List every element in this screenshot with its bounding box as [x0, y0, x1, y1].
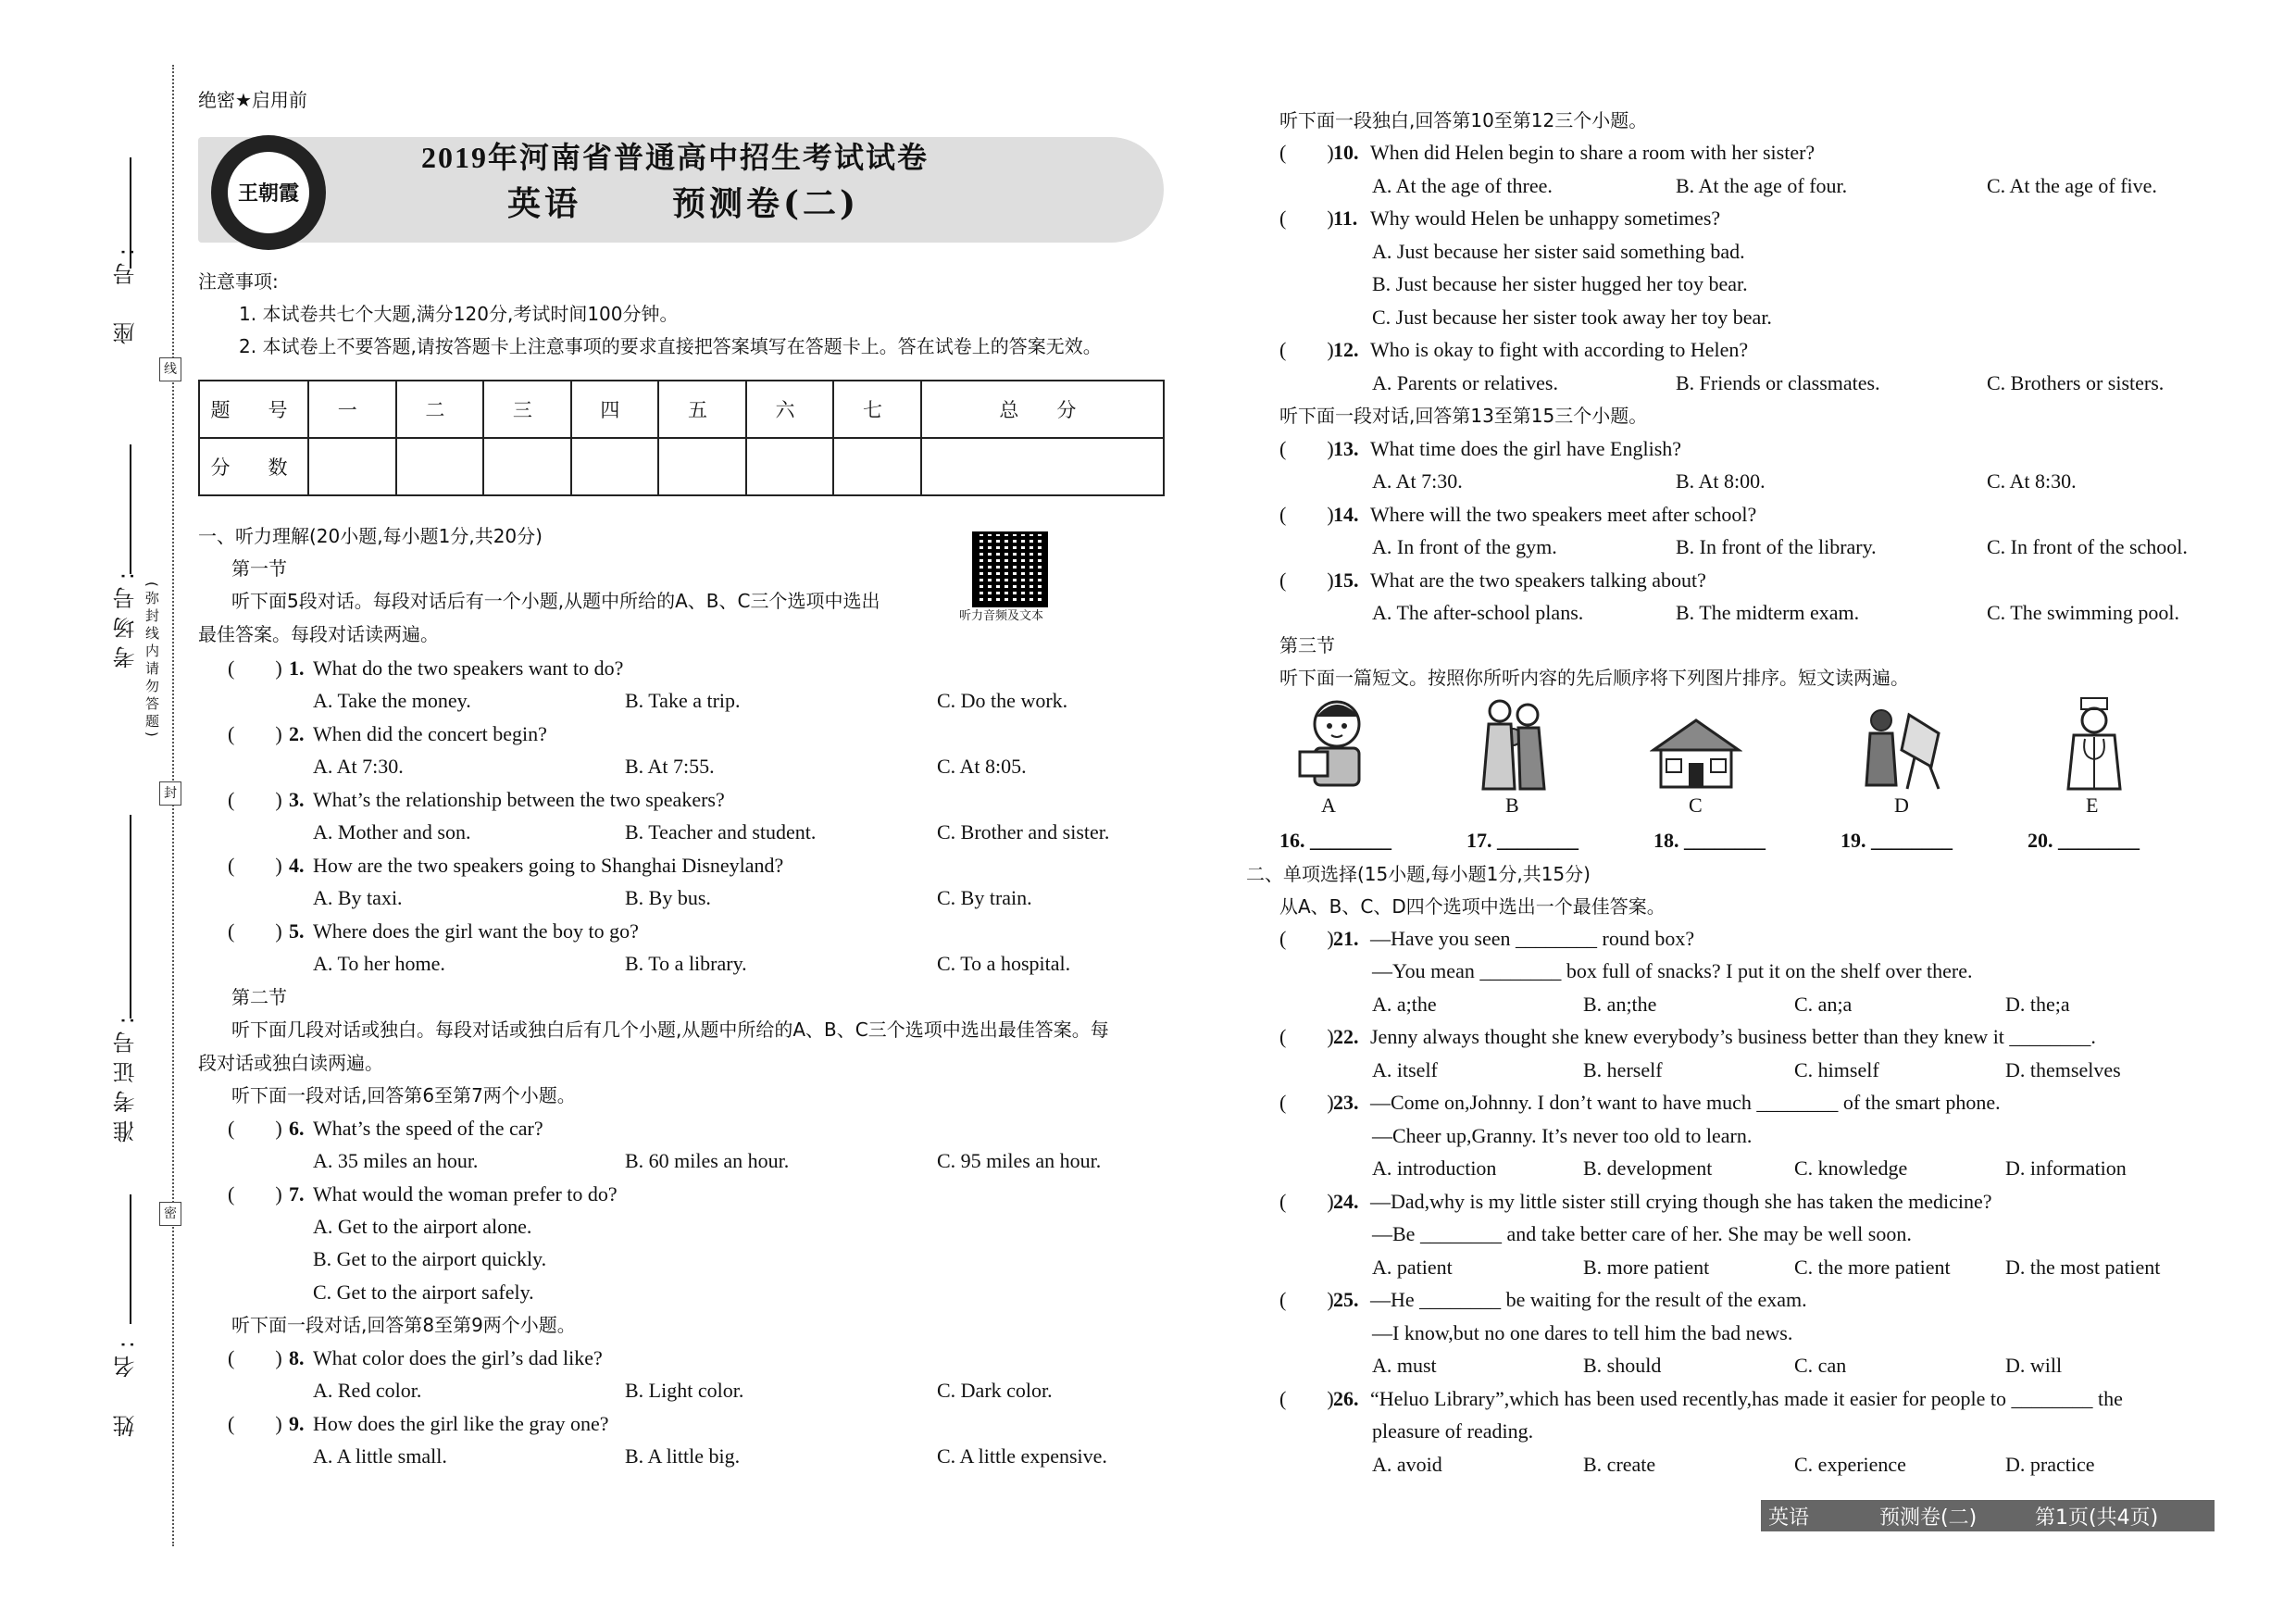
question-stem: When did Helen begin to share a room with her sister? — [1370, 141, 1816, 164]
admission-label: 准考证号: — [113, 1009, 139, 1143]
option-b: B. The midterm exam. — [1676, 601, 1860, 624]
score-table-score-row — [199, 438, 1164, 495]
option-b: B. By bus. — [625, 886, 711, 909]
part2-instruction: 听下面几段对话或独白。每段对话或独白后有几个小题,从题中所给的A、B、C三个选项中选出最佳答案。每 — [231, 1018, 1109, 1041]
option-a: A. At 7:30. — [1372, 469, 1463, 493]
picture-label: B — [1505, 794, 1519, 817]
option-b: B. Teacher and student. — [625, 820, 817, 843]
answer-paren[interactable]: ( ) — [228, 919, 282, 943]
question-number: 14. — [1333, 503, 1359, 526]
order-blank[interactable]: 18. ________ — [1653, 829, 1766, 852]
question-number: 25. — [1333, 1288, 1359, 1311]
question-stem: What time does the girl have English? — [1370, 437, 1682, 460]
part1-instruction: 听下面5段对话。每段对话后有一个小题,从题中所给的A、B、C三个选项中选出 — [231, 590, 880, 612]
paper-title: 预测卷(二) — [672, 184, 860, 223]
answer-paren[interactable]: ( ) — [1279, 338, 1334, 361]
question-number: 12. — [1333, 338, 1359, 361]
picture-label: E — [2086, 794, 2099, 817]
score-cell[interactable] — [483, 438, 571, 495]
answer-paren[interactable]: ( ) — [1279, 206, 1334, 230]
score-cell[interactable] — [396, 438, 484, 495]
part1-title: 第一节 — [231, 557, 287, 580]
score-cell[interactable] — [746, 438, 834, 495]
name-label: 姓 名: — [113, 1333, 139, 1438]
option-a: A. A little small. — [313, 1444, 447, 1468]
answer-paren[interactable]: ( ) — [228, 788, 282, 811]
answer-paren[interactable]: ( ) — [1279, 503, 1334, 526]
picture-label: A — [1321, 794, 1336, 817]
option-c: C. To a hospital. — [937, 952, 1071, 975]
table-cell: 总 分 — [921, 381, 1164, 438]
option-a: A. a;the — [1372, 993, 1437, 1016]
question-stem: —He ________ be waiting for the result of the exam. — [1370, 1288, 1807, 1311]
option-a: A. patient — [1372, 1256, 1453, 1279]
option-c: C. Brother and sister. — [937, 820, 1110, 843]
question-number: 4. — [289, 854, 305, 877]
answer-paren[interactable]: ( ) — [1279, 1025, 1334, 1048]
dialogue-instruction: 听下面一段对话,回答第8至第9两个小题。 — [231, 1314, 576, 1336]
part2-title: 第二节 — [231, 986, 287, 1008]
seat-label: 座 号: — [113, 241, 139, 345]
question-number: 23. — [1333, 1091, 1359, 1114]
option-d: D. the most patient — [2005, 1256, 2161, 1279]
answer-paren[interactable]: ( ) — [1279, 1288, 1334, 1311]
option-a: A. itself — [1372, 1058, 1438, 1081]
dialogue-instruction: 听下面一段对话,回答第13至第15三个小题。 — [1279, 405, 1648, 427]
question-stem: —Have you seen ________ round box? — [1370, 927, 1695, 950]
exam-title: 2019年河南省普通高中招生考试试卷 — [421, 141, 930, 174]
table-cell: 分 数 — [199, 438, 308, 495]
option-c: C. Brothers or sisters. — [1987, 371, 2165, 394]
name-field[interactable] — [130, 1194, 131, 1324]
question-stem: What would the woman prefer to do? — [313, 1182, 618, 1206]
question-number: 24. — [1333, 1190, 1359, 1213]
seal-char-feng: 封 — [159, 781, 181, 806]
option-c: C. 95 miles an hour. — [937, 1149, 1102, 1172]
house-picture — [1650, 717, 1742, 791]
option-c: C. Dark color. — [937, 1379, 1053, 1402]
option-b: B. In front of the library. — [1676, 535, 1877, 558]
score-cell[interactable] — [833, 438, 921, 495]
option-b: B. Just because her sister hugged her toy bear. — [1372, 272, 1748, 295]
question-number: 1. — [289, 656, 305, 680]
room-field[interactable] — [130, 444, 131, 574]
question-number: 7. — [289, 1182, 305, 1206]
question-stem-line2: —Cheer up,Granny. It’s never too old to learn. — [1372, 1124, 1753, 1147]
score-table-header-row — [199, 381, 1164, 438]
question-number: 26. — [1333, 1387, 1359, 1410]
score-cell[interactable] — [308, 438, 396, 495]
option-b: B. 60 miles an hour. — [625, 1149, 790, 1172]
footer-subject: 英语 — [1768, 1506, 1810, 1530]
option-c: C. At 8:05. — [937, 755, 1027, 778]
seal-char-mi: 密 — [159, 1202, 181, 1226]
seat-field[interactable] — [130, 157, 131, 269]
table-cell: 一 — [308, 381, 396, 438]
option-d: D. themselves — [2005, 1058, 2121, 1081]
option-a: A. At the age of three. — [1372, 174, 1553, 197]
option-a: A. At 7:30. — [313, 755, 404, 778]
footer-paper: 预测卷(二) — [1879, 1506, 1978, 1530]
question-stem: How does the girl like the gray one? — [313, 1412, 609, 1435]
answer-paren[interactable]: ( ) — [228, 656, 282, 680]
answer-paren[interactable]: ( ) — [1279, 1091, 1334, 1114]
option-c: C. Get to the airport safely. — [313, 1281, 534, 1304]
question-number: 3. — [289, 788, 305, 811]
section2-instruction: 从A、B、C、D四个选项中选出一个最佳答案。 — [1279, 895, 1666, 918]
table-cell: 四 — [571, 381, 659, 438]
table-cell: 题 号 — [199, 381, 308, 438]
seal-note: (弥封线内请勿答题) — [144, 581, 160, 741]
family-picture — [1478, 696, 1552, 793]
question-stem: Why would Helen be unhappy sometimes? — [1370, 206, 1721, 230]
confidential-label: 绝密★启用前 — [198, 89, 307, 111]
order-blank[interactable]: 20. ________ — [2028, 829, 2140, 852]
option-c: C. Just because her sister took away her toy bear. — [1372, 306, 1772, 329]
answer-paren[interactable]: ( ) — [228, 1182, 282, 1206]
option-b: B. At 7:55. — [625, 755, 715, 778]
logo-seal — [228, 152, 309, 233]
question-stem: Who is okay to fight with according to Helen? — [1370, 338, 1749, 361]
question-number: 22. — [1333, 1025, 1359, 1048]
option-a: A. Red color. — [313, 1379, 422, 1402]
option-b: B. To a library. — [625, 952, 747, 975]
option-d: D. practice — [2005, 1453, 2095, 1476]
notice-item: 2. 本试卷上不要答题,请按答题卡上注意事项的要求直接把答案填写在答题卡上。答在试卷上的答案无效。 — [239, 335, 1102, 357]
question-stem: —Dad,why is my little sister still crying though she has taken the medicine? — [1370, 1190, 1992, 1213]
option-b: B. Take a trip. — [625, 689, 741, 712]
question-number: 2. — [289, 722, 305, 745]
logo-text: 王朝霞 — [237, 181, 299, 206]
qr-caption: 听力音频及文本 — [959, 609, 1044, 623]
option-b: B. development — [1583, 1156, 1713, 1180]
painting-picture — [1850, 706, 1946, 791]
answer-paren[interactable]: ( ) — [1279, 437, 1334, 460]
question-stem: When did the concert begin? — [313, 722, 547, 745]
picture-label: C — [1689, 794, 1703, 817]
option-b: B. Get to the airport quickly. — [313, 1247, 547, 1270]
boy-reading-picture — [1292, 696, 1378, 789]
admission-field[interactable] — [130, 815, 131, 1018]
option-c: C. himself — [1794, 1058, 1879, 1081]
option-a: A. avoid — [1372, 1453, 1442, 1476]
question-stem-line2: —I know,but no one dares to tell him the bad news. — [1372, 1321, 1793, 1344]
room-label: 考场号: — [113, 565, 139, 669]
option-c: C. experience — [1794, 1453, 1906, 1476]
option-d: D. the;a — [2005, 993, 2070, 1016]
table-cell: 七 — [833, 381, 921, 438]
option-a: A. By taxi. — [313, 886, 403, 909]
question-stem-line2: —Be ________ and take better care of her. She may be well soon. — [1372, 1222, 1912, 1245]
option-a: A. must — [1372, 1354, 1437, 1377]
order-blank[interactable]: 19. ________ — [1841, 829, 1953, 852]
answer-paren[interactable]: ( ) — [228, 722, 282, 745]
brand-logo — [211, 135, 326, 250]
answer-paren[interactable]: ( ) — [1279, 927, 1334, 950]
score-cell[interactable] — [921, 438, 1164, 495]
option-b: B. create — [1583, 1453, 1656, 1476]
question-number: 15. — [1333, 569, 1359, 592]
question-stem: What’s the relationship between the two speakers? — [313, 788, 725, 811]
seal-char-xian: 线 — [159, 357, 181, 381]
binding-dotted-line — [172, 65, 174, 1546]
option-c: C. A little expensive. — [937, 1444, 1107, 1468]
option-b: B. Friends or classmates. — [1676, 371, 1880, 394]
answer-paren[interactable]: ( ) — [1279, 1190, 1334, 1213]
question-stem: What’s the speed of the car? — [313, 1117, 543, 1140]
table-cell: 三 — [483, 381, 571, 438]
option-c: C. can — [1794, 1354, 1847, 1377]
option-a: A. In front of the gym. — [1372, 535, 1557, 558]
dialogue-instruction: 听下面一段对话,回答第6至第7两个小题。 — [231, 1084, 576, 1106]
option-a: A. Get to the airport alone. — [313, 1215, 532, 1238]
option-a: A. The after-school plans. — [1372, 601, 1584, 624]
notice-item: 1. 本试卷共七个大题,满分120分,考试时间100分钟。 — [239, 303, 679, 325]
section1-title: 一、听力理解(20小题,每小题1分,共20分) — [198, 525, 543, 547]
subject-title: 英语 — [507, 184, 582, 223]
part3-title: 第三节 — [1279, 634, 1335, 656]
answer-paren[interactable]: ( ) — [1279, 141, 1334, 164]
option-b: B. At the age of four. — [1676, 174, 1848, 197]
question-stem-line2: pleasure of reading. — [1372, 1419, 1534, 1443]
option-b: B. herself — [1583, 1058, 1663, 1081]
option-c: C. The swimming pool. — [1987, 601, 2179, 624]
option-c: C. In front of the school. — [1987, 535, 2188, 558]
question-number: 10. — [1333, 141, 1359, 164]
option-a: A. Mother and son. — [313, 820, 471, 843]
notice-title: 注意事项: — [198, 270, 279, 293]
part2-instruction: 段对话或独白读两遍。 — [198, 1052, 383, 1074]
question-number: 11. — [1333, 206, 1358, 230]
question-stem: —Come on,Johnny. I don’t want to have much ________ of the smart phone. — [1370, 1091, 2001, 1114]
page-footer — [1761, 1500, 2215, 1531]
option-a: A. 35 miles an hour. — [313, 1149, 479, 1172]
order-blank[interactable]: 17. ________ — [1466, 829, 1578, 852]
option-b: B. Light color. — [625, 1379, 744, 1402]
section2-title: 二、单项选择(15小题,每小题1分,共15分) — [1246, 863, 1591, 885]
question-stem: What do the two speakers want to do? — [313, 656, 624, 680]
question-number: 13. — [1333, 437, 1359, 460]
picture-label: D — [1894, 794, 1909, 817]
score-table — [198, 380, 1165, 496]
question-stem: What are the two speakers talking about? — [1370, 569, 1706, 592]
option-a: A. introduction — [1372, 1156, 1497, 1180]
monologue-instruction: 听下面一段独白,回答第10至第12三个小题。 — [1279, 109, 1648, 131]
question-stem: Jenny always thought she knew everybody’s business better than they knew it ________. — [1370, 1025, 2096, 1048]
answer-paren[interactable]: ( ) — [228, 1346, 282, 1369]
qr-code[interactable] — [972, 531, 1048, 607]
option-a: A. Parents or relatives. — [1372, 371, 1558, 394]
score-cell[interactable] — [658, 438, 746, 495]
answer-paren[interactable]: ( ) — [1279, 569, 1334, 592]
part1-instruction: 最佳答案。每段对话读两遍。 — [198, 623, 439, 645]
table-cell: 五 — [658, 381, 746, 438]
option-b: B. an;the — [1583, 993, 1657, 1016]
option-c: C. At 8:30. — [1987, 469, 2077, 493]
question-number: 6. — [289, 1117, 305, 1140]
question-number: 8. — [289, 1346, 305, 1369]
option-b: B. should — [1583, 1354, 1662, 1377]
option-a: A. Just because her sister said something bad. — [1372, 240, 1745, 263]
question-number: 21. — [1333, 927, 1359, 950]
option-a: A. Take the money. — [313, 689, 471, 712]
question-stem: How are the two speakers going to Shanghai Disneyland? — [313, 854, 784, 877]
table-cell: 二 — [396, 381, 484, 438]
option-c: C. By train. — [937, 886, 1032, 909]
answer-paren[interactable]: ( ) — [228, 854, 282, 877]
question-stem: Where will the two speakers meet after school? — [1370, 503, 1757, 526]
option-c: C. an;a — [1794, 993, 1853, 1016]
question-number: 9. — [289, 1412, 305, 1435]
option-c: C. Do the work. — [937, 689, 1068, 712]
question-number: 5. — [289, 919, 305, 943]
option-b: B. more patient — [1583, 1256, 1710, 1279]
answer-paren[interactable]: ( ) — [228, 1117, 282, 1140]
option-b: B. A little big. — [625, 1444, 741, 1468]
answer-paren[interactable]: ( ) — [228, 1412, 282, 1435]
question-stem: What color does the girl’s dad like? — [313, 1346, 603, 1369]
footer-page: 第1页(共4页) — [2035, 1506, 2159, 1530]
option-a: A. To her home. — [313, 952, 445, 975]
question-stem: Where does the girl want the boy to go? — [313, 919, 639, 943]
score-cell[interactable] — [571, 438, 659, 495]
option-c: C. knowledge — [1794, 1156, 1908, 1180]
part3-instruction: 听下面一篇短文。按照你所听内容的先后顺序将下列图片排序。短文读两遍。 — [1279, 667, 1909, 689]
option-d: D. will — [2005, 1354, 2063, 1377]
option-d: D. information — [2005, 1156, 2127, 1180]
order-blank[interactable]: 16. ________ — [1279, 829, 1391, 852]
question-stem: “Heluo Library”,which has been used recently,has made it easier for people to ________ the — [1370, 1387, 2123, 1410]
option-b: B. At 8:00. — [1676, 469, 1766, 493]
doctor-picture — [2059, 696, 2129, 793]
table-cell: 六 — [746, 381, 834, 438]
option-c: C. the more patient — [1794, 1256, 1951, 1279]
question-stem-line2: —You mean ________ box full of snacks? I put it on the shelf over there. — [1372, 959, 1973, 982]
answer-paren[interactable]: ( ) — [1279, 1387, 1334, 1410]
option-c: C. At the age of five. — [1987, 174, 2157, 197]
